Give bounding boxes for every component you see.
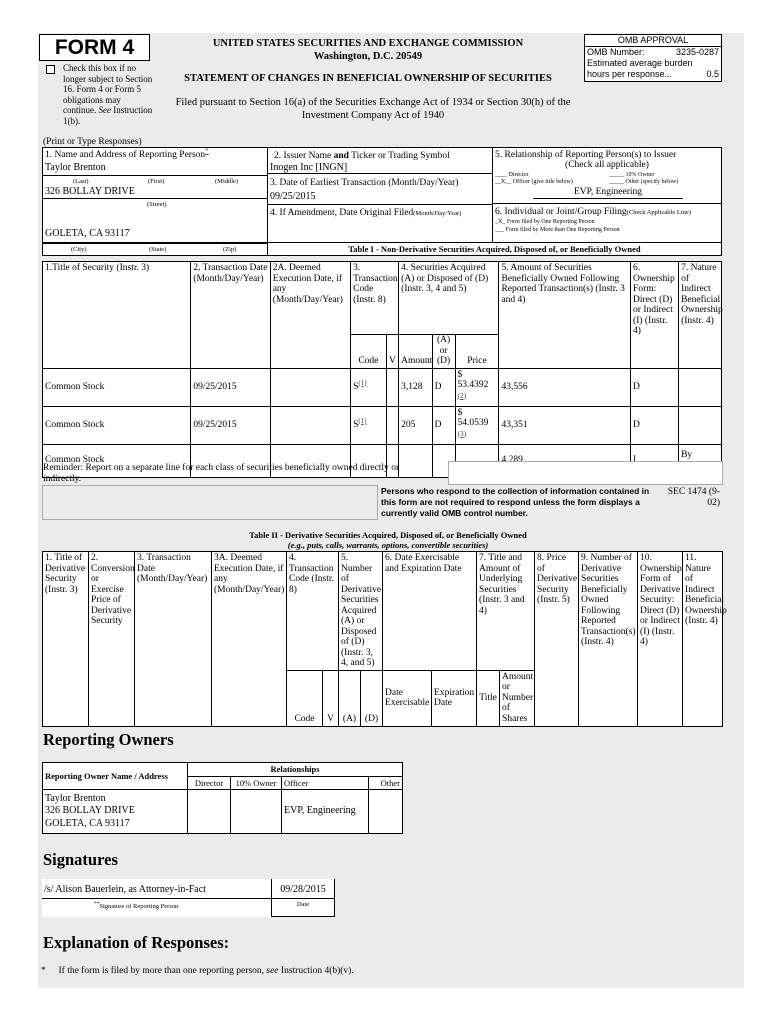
agency-city: Washington, D.C. 20549 <box>313 51 423 62</box>
box5-sub: (Check all applicable) <box>565 160 649 170</box>
signature-text: /s/ Alison Bauerlein, as Attorney-in-Fact <box>44 884 206 895</box>
footnote-link[interactable]: (3) <box>457 428 467 438</box>
relationship-box: 5. Relationship of Reporting Person(s) to Issuer (Check all applicable) ____ Director _____ 10% Owner __X__ Officer (give title below) _____ Other (specify below) EVP, Engineering <box>492 147 722 204</box>
t1-sub-code: Code <box>351 335 387 369</box>
table-row <box>43 368 722 406</box>
t2-h3: 3. Transaction Date (Month/Day/Year) <box>135 552 212 727</box>
t2-sub-v: V <box>323 670 339 726</box>
sec-code-box <box>448 461 723 485</box>
t2-h9: 9. Number of Derivative Securities Beneficially Owned Following Reported Transaction(s) (Instr. 4) <box>579 552 638 727</box>
date-label: Date <box>296 901 310 908</box>
issuer-name: Inogen Inc [INGN] <box>270 162 348 173</box>
reporter-name: Taylor Brenton <box>45 162 106 173</box>
t1-price: $ 53.4392 (2) <box>455 368 499 406</box>
director-header: Director <box>188 776 231 790</box>
omb-burden-label: Estimated average burden <box>587 58 693 68</box>
table2-derivative <box>42 551 727 727</box>
more-persons-option[interactable]: Form filed by More than One Reporting Person <box>505 227 620 233</box>
explanation-note: * If the form is filed by more than one reporting person, see Instruction 4(b)(v). <box>41 966 354 976</box>
checkbox-instructions <box>63 63 153 126</box>
t2-h8: 8. Price of Derivative Security (Instr. 5) <box>535 552 579 727</box>
t1-code: $S^{(1)}$ <box>351 406 387 444</box>
table1-title: Table I - Non-Derivative Securities Acquired, Disposed of, or Beneficially Owned <box>348 244 641 254</box>
signature-date: 09/28/2015 <box>280 884 326 895</box>
earliest-transaction-date: 09/25/2015 <box>270 191 316 202</box>
filed-pursuant: Filed pursuant to Section 16(a) of the Securities Exchange Act of 1934 or Section 30(h) of the Investment Company Act of 1940 <box>175 97 571 121</box>
box2-label: 2. Issuer Name and Ticker or Trading Symbol <box>274 151 450 161</box>
joint-filing-box: 6. Individual or Joint/Group Filing(Check Applicable Line) _X_ Form filed by One Reporting Person ___ Form filed by More than One Reporting Person <box>492 203 722 243</box>
box4-label-small: (Month/Day/Year) <box>413 210 462 217</box>
other-option[interactable]: Other (specify below) <box>625 179 679 185</box>
owner-officer: EVP, Engineering <box>282 790 369 834</box>
owner-street: 326 BOLLAY DRIVE <box>45 805 135 817</box>
owner-name: Taylor Brenton <box>45 792 106 804</box>
t1-deemed <box>270 368 350 406</box>
t1-h4: 4. Securities Acquired (A) or Disposed of (D) (Instr. 3, 4 and 5) <box>399 262 499 335</box>
checkbox-see: See <box>98 105 111 115</box>
t1-form: D <box>631 368 679 406</box>
table1-non-derivative <box>42 261 722 478</box>
officer-header: Officer <box>282 776 369 790</box>
omb-approval-box <box>584 34 722 82</box>
box6-label-small: (Check Applicable Line) <box>626 209 691 216</box>
reminder-text: Reminder: Report on a separate line for each class of securities beneficially owned directly or indirectly. <box>43 463 400 484</box>
reporting-person-box <box>42 147 268 243</box>
t1-sub-price: Price <box>455 335 499 369</box>
owner-city: GOLETA, CA 93117 <box>45 817 130 829</box>
explanation-star: * <box>41 966 46 976</box>
omb-number-label: OMB Number: <box>587 47 645 57</box>
t1-code: $S^{(1)}$ <box>351 368 387 406</box>
t1-owned: 43,351 <box>499 406 631 444</box>
t1-sub-amount: Amount <box>399 335 432 369</box>
reporting-owners-heading: Reporting Owners <box>43 730 174 749</box>
state-label: (State) <box>149 246 167 253</box>
director-option[interactable]: Director <box>508 172 529 178</box>
t1-sub-v: V <box>386 335 399 369</box>
box1-asterisk[interactable]: * <box>205 146 209 155</box>
t2-sub-d: (D) <box>361 670 383 726</box>
agency-name: UNITED STATES SECURITIES AND EXCHANGE COMMISSION <box>212 38 524 49</box>
officer-title: EVP, Engineering <box>533 187 683 199</box>
t1-h6: 6. Ownership Form: Direct (D) or Indirect (I) (Instr. 4) <box>631 262 679 369</box>
sec-code: SEC 1474 (9-02) <box>667 487 720 508</box>
t1-h7: 7. Nature of Indirect Beneficial Ownership (Instr. 4) <box>679 262 722 369</box>
signature-box <box>42 879 272 917</box>
t1-h5: 5. Amount of Securities Beneficially Owned Following Reported Transaction(s) (Instr. 3 and 4) <box>499 262 631 369</box>
reminder-line <box>42 485 378 520</box>
explanation-heading: Explanation of Responses: <box>43 933 230 952</box>
t1-security: Common Stock <box>43 406 191 444</box>
t1-price: $ 54.0539 (3) <box>455 406 499 444</box>
omb-hours-label: hours per response... <box>587 69 673 79</box>
t1-h1: 1.Title of Security (Instr. 3) <box>43 262 191 369</box>
t2-h1: 1. Title of Derivative Security (Instr. 3) <box>43 552 89 727</box>
other-header: Other <box>369 776 403 790</box>
box4-label: 4. If Amendment, Date Original Filed <box>270 208 414 218</box>
t1-nature <box>679 406 722 444</box>
form-title-box <box>39 34 150 61</box>
table-row <box>43 406 722 444</box>
omb-title: OMB APPROVAL <box>585 35 721 47</box>
statement-title: STATEMENT OF CHANGES IN BENEFICIAL OWNERSHIP OF SECURITIES <box>184 73 552 84</box>
signature-label: Signature of Reporting Person <box>99 903 179 911</box>
t1-form: D <box>631 406 679 444</box>
owner-director <box>188 790 231 834</box>
t1-v <box>386 368 399 406</box>
signatures-heading: Signatures <box>43 850 118 869</box>
box6-label: 6. Individual or Joint/Group Filing <box>495 207 627 217</box>
city-state-zip-row <box>42 243 268 256</box>
t2-sub-title: Title <box>477 670 500 726</box>
t2-h10: 10. Ownership Form of Derivative Security: Direct (D) or Indirect (I) (Instr. 4) <box>638 552 683 727</box>
table1-title-box <box>267 242 722 256</box>
reporting-owners-table <box>42 762 403 834</box>
table2-title: Table II - Derivative Securities Acquired, Disposed of, or Beneficially Owned <box>249 530 527 540</box>
t1-security: Common Stock <box>43 444 191 477</box>
t1-amount: 3,128 <box>399 368 432 406</box>
street-label: (Street) <box>147 201 167 208</box>
t1-h2: 2. Transaction Date (Month/Day/Year) <box>191 262 270 369</box>
t1-amount: 205 <box>399 406 432 444</box>
table2-subtitle: (e.g., puts, calls, warrants, options, convertible securities) <box>287 540 489 550</box>
t1-aord: D <box>432 406 455 444</box>
t1-h3: 3. Transaction Code (Instr. 8) <box>351 262 399 335</box>
t2-h5: 5. Number of Derivative Securities Acquired (A) or Disposed of (D) (Instr. 3, 4, and 5) <box>339 552 383 671</box>
officer-mark: X <box>501 179 506 185</box>
t1-nature: By <box>679 444 722 477</box>
no-longer-subject-checkbox[interactable] <box>46 65 55 74</box>
t1-owned: 43,556 <box>499 368 631 406</box>
relationships-header: Relationships <box>188 763 403 777</box>
middle-label: (Middle) <box>215 178 239 185</box>
t2-sub-date-ex: Date Exercisable <box>383 670 432 726</box>
first-label: (First) <box>148 178 165 185</box>
t2-h11: 11. Nature of Indirect Beneficial Ownership (Instr. 4) <box>683 552 723 727</box>
footnote-link[interactable]: (1) <box>358 378 367 387</box>
ten-owner-option[interactable]: 10% Owner <box>625 172 655 178</box>
zip-label: (Zip) <box>223 246 237 253</box>
owner-address <box>43 790 188 834</box>
owner-ten <box>231 790 282 834</box>
t2-h2: 2. Conversion or Exercise Price of Derivative Security <box>89 552 135 727</box>
box3-label: 3. Date of Earliest Transaction (Month/Day/Year) <box>270 178 459 188</box>
t1-security: Common Stock <box>43 368 191 406</box>
issuer-box <box>267 147 493 174</box>
box5-label: 5. Relationship of Reporting Person(s) to Issuer <box>495 150 677 160</box>
omb-number: 3235-0287 <box>675 47 719 57</box>
t1-v <box>386 406 399 444</box>
owner-name-header: Reporting Owner Name / Address <box>43 763 188 790</box>
checkbox-instruction: Instruction 1(b). <box>63 105 153 126</box>
footnote-link[interactable]: (2) <box>457 390 467 400</box>
print-type: (Print or Type Responses) <box>43 137 142 147</box>
owner-other <box>369 790 403 834</box>
officer-option[interactable]: Officer (give title below) <box>512 179 573 185</box>
form-title: FORM 4 <box>54 36 135 59</box>
last-label: (Last) <box>73 178 89 185</box>
t2-h6: 6. Date Exercisable and Expiration Date <box>383 552 477 671</box>
joint-mark: X <box>498 219 503 225</box>
t2-sub-code: Code <box>287 670 323 726</box>
t1-date: 09/25/2015 <box>191 368 270 406</box>
t2-sub-a: (A) <box>339 670 361 726</box>
earliest-transaction-box <box>267 173 493 205</box>
t1-nature <box>679 368 722 406</box>
ten-owner-header: 10% Owner <box>231 776 282 790</box>
t1-date: 09/25/2015 <box>191 406 270 444</box>
t1-h2a: 2A. Deemed Execution Date, if any (Month/Day/Year) <box>270 262 350 369</box>
t1-aord: D <box>432 368 455 406</box>
amendment-box <box>267 204 493 243</box>
reporter-city-line: GOLETA, CA 93117 <box>45 228 130 239</box>
t2-h3a: 3A. Deemed Execution Date, if any (Month/Day/Year) <box>212 552 287 727</box>
t1-sub-aord: (A) or (D) <box>432 335 455 369</box>
reporter-street: 326 BOLLAY DRIVE <box>45 186 135 197</box>
omb-hours: 0.5 <box>706 69 719 79</box>
footnote-link[interactable]: (1) <box>358 416 367 425</box>
signature-footnote: ** <box>94 901 100 907</box>
form-4-page <box>38 33 744 988</box>
t2-sub-amount: Amount or Number of Shares <box>500 670 535 726</box>
t2-h7: 7. Title and Amount of Underlying Securities (Instr. 3 and 4) <box>477 552 535 671</box>
box1-label: 1. Name and Address of Reporting Person <box>45 150 206 160</box>
table-row <box>43 790 403 834</box>
t1-deemed <box>270 406 350 444</box>
one-person-option[interactable]: Form filed by One Reporting Person <box>506 219 595 225</box>
persons-notice: Persons who respond to the collection of information contained in this form are not required to respond unless the form displays a currently valid OMB control number. <box>381 486 650 518</box>
city-label: (City) <box>71 246 87 253</box>
checkbox-text: Check this box if no longer subject to Section 16. Form 4 or Form 5 obligations may continue. <box>63 63 153 115</box>
t2-sub-exp: Expiration Date <box>432 670 477 726</box>
t2-h4: 4. Transaction Code (Instr. 8) <box>287 552 339 671</box>
date-box <box>271 879 335 917</box>
